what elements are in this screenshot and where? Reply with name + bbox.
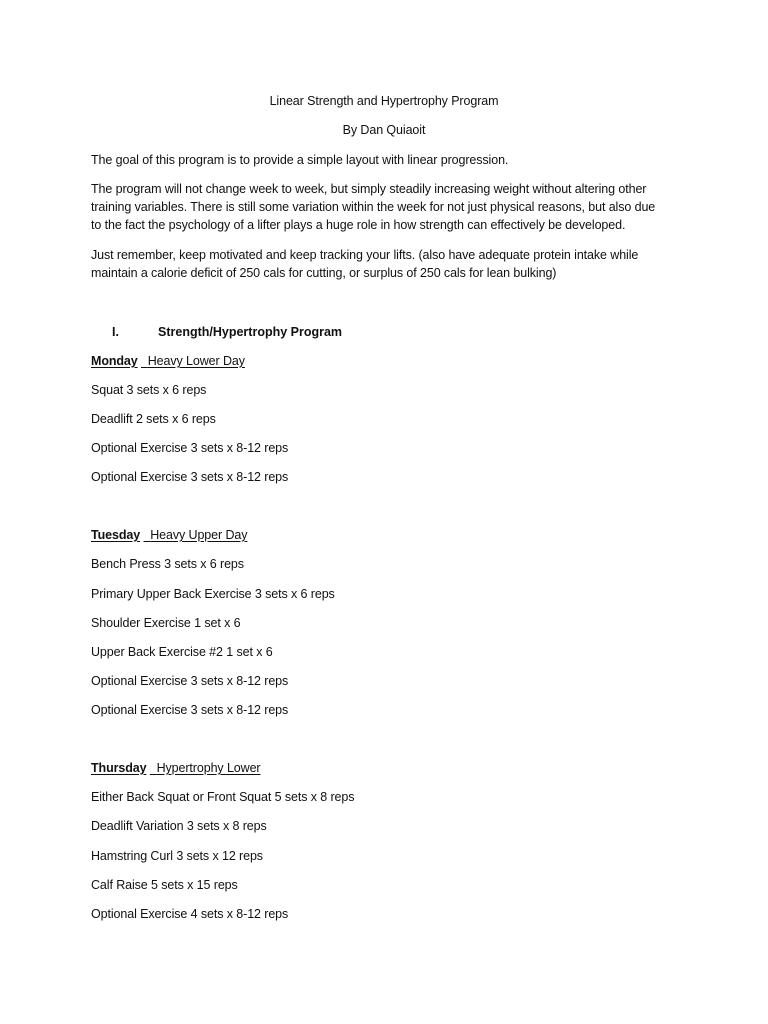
day-focus: Heavy Upper Day [150,528,248,542]
exercise-item: Hamstring Curl 3 sets x 12 reps [91,849,263,863]
section-numeral: I. [112,325,119,339]
intro-paragraph-2-line-3: to the fact the psychology of a lifter plays a huge role in how strength can effectively be developed. [91,218,626,232]
exercise-item: Optional Exercise 3 sets x 8-12 reps [91,441,289,455]
exercise-item: Deadlift Variation 3 sets x 8 reps [91,819,267,833]
day-heading-monday [91,353,245,370]
document-title: Linear Strength and Hypertrophy Program [269,94,499,108]
intro-paragraph-2-line-1: The program will not change week to week, but simply steadily increasing weight without altering other [91,182,647,196]
day-heading-tuesday [91,527,247,544]
intro-paragraph-3-line-1: Just remember, keep motivated and keep tracking your lifts. (also have adequate protein intake while [91,248,639,262]
day-name: Tuesday [91,528,141,542]
day-name: Monday [91,354,138,368]
intro-paragraph-3-line-2: maintain a calorie deficit of 250 cals for cutting, or surplus of 250 cals for lean bulking) [91,266,557,280]
intro-paragraph-1: The goal of this program is to provide a simple layout with linear progression. [91,153,509,167]
day-focus: Hypertrophy Lower [156,761,261,775]
exercise-item: Deadlift 2 sets x 6 reps [91,412,216,426]
exercise-item: Optional Exercise 3 sets x 8-12 reps [91,703,289,717]
exercise-item: Optional Exercise 4 sets x 8-12 reps [91,907,289,921]
day-focus: Heavy Lower Day [147,354,245,368]
exercise-item: Optional Exercise 3 sets x 8-12 reps [91,470,289,484]
intro-paragraph-2-line-2: training variables. There is still some variation within the week for not just physical reasons, but also due [91,200,656,214]
day-name: Thursday [91,761,147,775]
document-author: By Dan Quiaoit [342,123,426,137]
exercise-item: Primary Upper Back Exercise 3 sets x 6 reps [91,587,335,601]
section-title: Strength/Hypertrophy Program [158,325,343,339]
exercise-item: Squat 3 sets x 6 reps [91,383,207,397]
exercise-item: Upper Back Exercise #2 1 set x 6 [91,645,273,659]
exercise-item: Calf Raise 5 sets x 15 reps [91,878,238,892]
exercise-item: Bench Press 3 sets x 6 reps [91,557,244,571]
day-heading-thursday [91,760,261,777]
exercise-item: Optional Exercise 3 sets x 8-12 reps [91,674,289,688]
exercise-item: Either Back Squat or Front Squat 5 sets x 8 reps [91,790,355,804]
exercise-item: Shoulder Exercise 1 set x 6 [91,616,241,630]
